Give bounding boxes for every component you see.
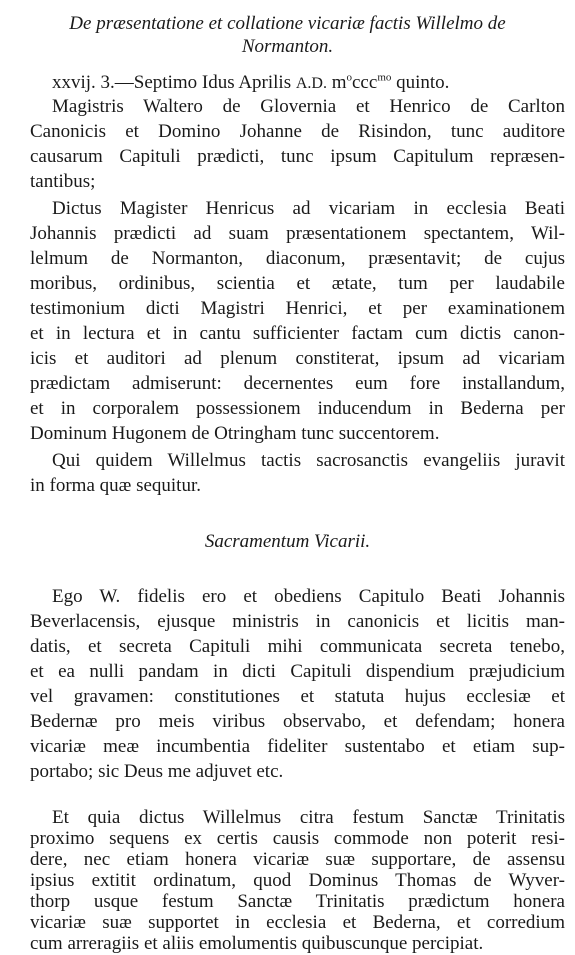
para2-line: moribus, ordinibus, scientia et ætate, tum per laudabile — [30, 273, 565, 294]
para1-line: Magistris Waltero de Glovernia et Henrico de Carlton — [52, 96, 565, 117]
heading-line-1: De præsentatione et collatione vicariæ factis Willelmo de — [69, 13, 506, 34]
para5-line: vicariæ suæ supportet in ecclesia et Bederna, et corredium — [30, 912, 565, 933]
oath-heading: Sacramentum Vicarii. — [204, 531, 371, 552]
section-heading — [20, 12, 555, 58]
para4-line: et ea nulli pandam in dicti Capituli dispendium præjudicium — [30, 661, 565, 682]
para5-line: cum arreragiis et aliis emolumentis quibuscunque percipiat. — [30, 933, 484, 954]
para2-line: et in lectura et in cantu sufficienter factam cum dictis canon- — [30, 323, 565, 344]
para4-line: portabo; sic Deus me adjuvet etc. — [30, 761, 284, 782]
date-line: xxvij. 3.—Septimo Idus Aprilis A.D. $m^occc^{mo}$ quinto. — [52, 71, 450, 93]
para2-line: testimonium dicti Magistri Henrici, et per examinationem — [30, 298, 565, 319]
para2-line: et in corporalem possessionem inducendum in Bederna per — [30, 398, 565, 419]
heading-line-2: Normanton. — [241, 36, 334, 57]
para2-line: prædictam admiserunt: decernentes eum fore installandum, — [30, 373, 565, 394]
era-abbrev: A.D. — [295, 75, 327, 92]
para4-line: vel gravamen: constitutiones et statuta hujus ecclesiæ et — [30, 686, 565, 707]
para3-line: in forma quæ sequitur. — [30, 475, 201, 496]
para5-line: ipsius extitit ordinatum, quod Dominus Thomas de Wyver- — [30, 870, 565, 891]
para4-line: vicariæ meæ incumbentia fideliter sustentabo et etiam sup- — [30, 736, 565, 757]
para5-line: dere, nec etiam honera vicariæ suæ supportare, de assensu — [30, 849, 565, 870]
para1-line: tantibus; — [30, 171, 96, 192]
para5-line: proximo sequens ex certis causis commode non poterit resi- — [30, 828, 565, 849]
para2-line: Dictus Magister Henricus ad vicariam in ecclesia Beati — [52, 198, 565, 219]
para4-line: datis, et secreta Capituli mihi communicata secreta tenebo, — [30, 636, 565, 657]
para2-line: Dominum Hugonem de Otringham tunc succentorem. — [30, 423, 440, 444]
para4-line: Beverlacensis, ejusque ministris in canonicis et licitis man- — [30, 611, 565, 632]
para5-line: Et quia dictus Willelmus citra festum Sanctæ Trinitatis — [52, 807, 565, 828]
para2-line: icis et auditori ad plenum constiterat, ipsum ad vicariam — [30, 348, 565, 369]
para1-line: Canonicis et Domino Johanne de Risindon, tunc auditore — [30, 121, 565, 142]
para4-line: Ego W. fidelis ero et obediens Capitulo Beati Johannis — [52, 586, 565, 607]
para5-line: thorp usque festum Sanctæ Trinitatis prædictum honera — [30, 891, 565, 912]
para3-line: Qui quidem Willelmus tactis sacrosanctis evangeliis juravit — [52, 450, 565, 471]
para2-line: Johannis prædicti ad suam præsentationem spectantem, Wil- — [30, 223, 565, 244]
para4-line: Bedernæ pro meis viribus observabo, et defendam; honera — [30, 711, 565, 732]
para2-line: lelmum de Normanton, diaconum, præsentavit; de cujus — [30, 248, 565, 269]
para1-line: causarum Capituli prædicti, tunc ipsum Capitulum repræsen- — [30, 146, 565, 167]
